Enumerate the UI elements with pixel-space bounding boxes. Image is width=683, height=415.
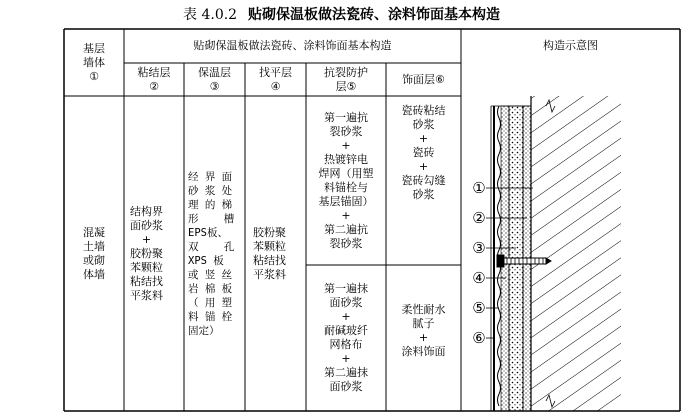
finish-tile-text: 瓷砖粘结 砂浆 + 瓷砖 + 瓷砖勾缝 砂浆 (401, 104, 446, 201)
header-bonding-layer: 粘结层 ② (137, 65, 171, 93)
bonding-layer-text: 结构界 面砂浆 + 胶粉聚 苯颗粒 粘结找 平浆料 (130, 204, 163, 302)
cell-insulation-layer (184, 96, 245, 411)
header-anti-crack-layer: 抗裂防护 层⑤ (324, 65, 368, 93)
diagram-label-4: ④ (472, 269, 486, 287)
diagram-label-1: ① (472, 179, 486, 197)
header-base-wall: 基层 墙体 ① (83, 41, 105, 83)
diagram-label-6: ⑥ (472, 329, 486, 347)
cell-anti-crack-paint: 第一遍抹 面砂浆 + 耐碱玻纤 网格布 + 第二遍抹 面砂浆 (324, 282, 368, 393)
header-finish-layer: 饰面层⑥ (402, 72, 445, 86)
construction-diagram (461, 96, 680, 411)
header-diagram: 构造示意图 (543, 39, 598, 52)
cell-base-wall: 混凝 土墙 或砌 体墙 (83, 225, 105, 281)
finish-paint-text: 柔性耐水 腻子 + 涂料饰面 (401, 303, 446, 358)
base-wall-layer (531, 96, 621, 411)
cell-bonding-layer (124, 96, 184, 411)
leveling-layer-text: 胶粉聚 苯颗粒 粘结找 平浆料 (253, 225, 286, 281)
header-construction: 贴砌保温板做法瓷砖、涂料饰面基本构造 (193, 39, 392, 52)
diagram-label-5: ⑤ (472, 299, 486, 317)
cell-anti-crack-tile: 第一遍抗 裂砂浆 + 热镀锌电 焊网（用塑 料锚栓与 基层锚固） + 第二遍抗 裂砂浆 (318, 110, 374, 250)
cell-leveling-layer (245, 96, 306, 411)
table-name: 贴砌保温板做法瓷砖、涂料饰面基本构造 (247, 7, 500, 23)
diagram-label-2: ② (472, 209, 486, 227)
diagram-label-3: ③ (472, 239, 486, 257)
insulation-layer-text: 经 界 面 砂 浆 处 理 的 梯 形 槽 EPS板、 双 孔 XPS 板 或 竖 丝 岩 棉 板 （ 用 塑 料 锚 栓 固定） (188, 170, 235, 337)
header-leveling-layer: 找平层 ④ (259, 65, 292, 93)
header-insulation-layer: 保温层 ③ (198, 65, 231, 93)
cell-finish-tile (386, 96, 461, 265)
cell-finish-paint (386, 265, 461, 411)
table-number: 表 4.0.2 (183, 7, 238, 23)
